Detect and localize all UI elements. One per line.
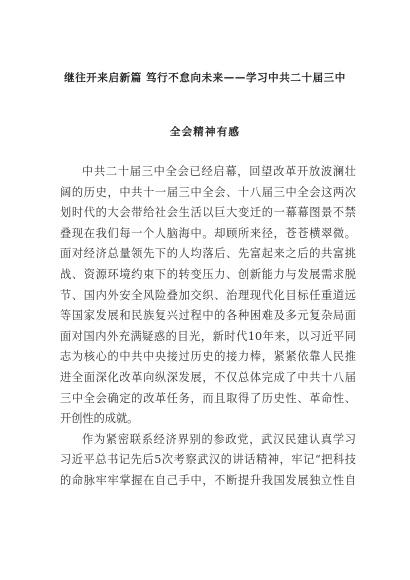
paragraph-1 xyxy=(60,162,356,430)
body-line: 节、国内外安全风险叠加交织、治理现代化目标任重道远 xyxy=(60,288,356,302)
body-line: 战、资源环境约束下的转变压力、创新能力与发展需求脱 xyxy=(60,267,356,281)
body-line: 三中全会确定的改革任务，而且取得了历史性、革命性、 xyxy=(60,391,356,405)
body-line: 中共二十届三中全会已经启幕，回望改革开放波澜壮 xyxy=(82,165,356,178)
document-title-line-1: 继往开来启新篇 笃行不怠向未来——学习中共二十届三中 xyxy=(64,72,346,84)
document-title-line-2: 全会精神有感 xyxy=(169,126,241,138)
paragraph-2 xyxy=(60,430,356,492)
body-line: 进全面深化改革向纵深发展，不仅总体完成了中共十八届 xyxy=(60,370,356,384)
body-line: 作为紧密联系经济界别的参政党，武汉民建认真学习 xyxy=(82,432,356,446)
body-line: 划时代的大会带给社会生活以巨大变迁的一幕幕图景不禁 xyxy=(60,206,356,220)
body-line: 的命脉牢牢掌握在自己手中，不断提升我国发展独立性自 xyxy=(60,473,356,487)
body-line: 面对国内外充满疑惑的目光，新时代10年来，以习近平同 xyxy=(60,329,356,343)
body-line: 叠现在我们每一个人脑海中。却顾所来径，苍苍横翠微。 xyxy=(60,226,356,240)
body-line: 志为核心的中共中央接过历史的接力棒，紧紧依靠人民推 xyxy=(60,350,356,364)
body-line: 阔的历史，中共十一届三中全会、十八届三中全会这两次 xyxy=(60,185,356,199)
body-line: 习近平总书记先后5次考察武汉的讲话精神，牢记“把科技 xyxy=(60,453,356,467)
body-line: 面对经济总量领先下的人均落后、先富起来之后的共富挑 xyxy=(60,247,356,261)
body-line: 等国家发展和民族复兴过程中的各种困难及多元复杂局面 xyxy=(60,309,356,323)
document-body xyxy=(60,162,356,492)
body-line: 开创性的成就。 xyxy=(60,412,139,426)
